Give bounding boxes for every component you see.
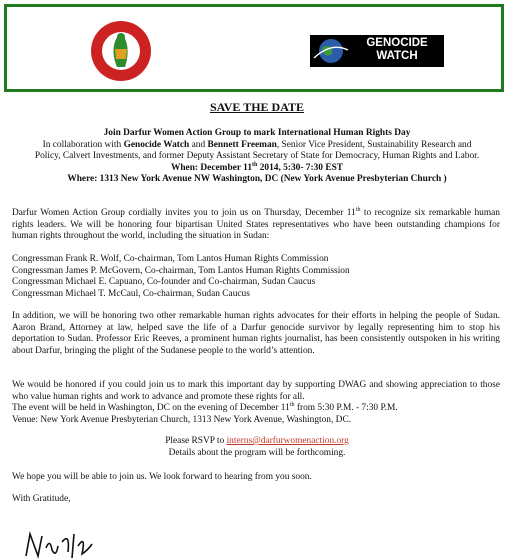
rsvp-prefix: Please RSVP to bbox=[165, 436, 227, 446]
list-item: Congressman James P. McGovern, Co-chairman, Tom Lantos Human Rights Commission bbox=[12, 265, 350, 276]
collab-rest: , Senior Vice President, Sustainability Research and bbox=[276, 139, 472, 150]
event-line bbox=[12, 403, 500, 415]
support-line: We would be honored if you could join us to mark this important day by supporting DWAG and showing appreciation to those who value human rights and work to advance and promote these rights for all. bbox=[12, 380, 500, 402]
rsvp-line bbox=[10, 436, 504, 448]
collab-prefix: In collaboration with bbox=[42, 139, 124, 150]
event-sup: th bbox=[289, 402, 295, 409]
invitation-paragraph bbox=[12, 208, 500, 243]
intro-heading: Join Darfur Women Action Group to mark International Human Rights Day bbox=[103, 128, 411, 138]
event-start: The event will be held in Washington, DC on the evening of December 11 bbox=[12, 403, 290, 414]
header-banner bbox=[4, 4, 504, 92]
intro-collaboration bbox=[10, 140, 504, 152]
para1-sup: th bbox=[355, 206, 361, 213]
when-line bbox=[10, 163, 504, 175]
list-item: Congressman Michael T. McCaul, Co-chairman, Sudan Caucus bbox=[12, 288, 250, 299]
where-prefix: Where: 1313 New York Avenue NW Washington, DC ( bbox=[67, 174, 284, 185]
para1-rest: to recognize six remarkable human rights leaders. We will be honoring four bipartisan United States representatives who have been outstanding champions for human rights throughout the world, including the situation in Sudan: bbox=[12, 208, 500, 242]
genocide-watch-line2: WATCH bbox=[376, 50, 418, 62]
intro-policy-line: Policy, Calvert Investments, and former Deputy Assistant Secretary of State for Democracy, Human Rights and Labor. bbox=[34, 151, 480, 162]
collab-and: and bbox=[189, 139, 208, 150]
rsvp-email-link[interactable]: interns@darfurwomenaction.org bbox=[226, 436, 349, 446]
support-paragraph bbox=[12, 380, 500, 426]
genocide-watch-name: Genocide Watch bbox=[123, 139, 190, 150]
list-item: Congressman Frank R. Wolf, Co-chairman, Tom Lantos Human Rights Commission bbox=[12, 254, 329, 264]
event-rest: from 5:30 P.M. - 7:30 P.M. bbox=[294, 403, 398, 414]
closing-line: We hope you will be able to join us. We look forward to hearing from you soon. bbox=[12, 472, 312, 482]
list-item: Congressman Michael E. Capuano, Co-founder and Co-chairman, Sudan Caucus bbox=[12, 277, 316, 288]
when-rest: 2014, 5:30- 7:30 EST bbox=[257, 162, 344, 173]
bennett-freeman-name: Bennett Freeman bbox=[207, 139, 277, 150]
venue-line: Venue: New York Avenue Presbyterian Church, 1313 New York Avenue, Washington, DC. bbox=[12, 414, 352, 425]
globe-icon bbox=[312, 36, 350, 66]
where-line bbox=[10, 174, 504, 186]
when-prefix: When: December 11 bbox=[170, 162, 253, 173]
para1-start: Darfur Women Action Group cordially invites you to join us on Thursday, December 11 bbox=[12, 208, 356, 218]
when-sup: th bbox=[252, 161, 258, 168]
congressmen-list bbox=[12, 254, 500, 300]
church-name: New York Avenue Presbyterian Church bbox=[283, 174, 442, 185]
page-title: SAVE THE DATE bbox=[209, 100, 305, 114]
signature-image bbox=[22, 528, 152, 560]
honorees-paragraph: In addition, we will be honoring two other remarkable human rights advocates for their efforts in helping the people of Sudan. Aaron Brand, Attorney at law, helped save the life of a Darfur genocide survivor by legally representing him to stop his deportation to Sudan. Professor Eric Reeves, a prominent human rights journalist, has been consistently outspoken in his writing about Darfur, bringing the plight of the Sudanese people to the world’s attention. bbox=[12, 311, 500, 356]
genocide-watch-logo bbox=[310, 35, 444, 67]
darfur-women-action-group-logo bbox=[89, 19, 153, 83]
genocide-watch-line1: GENOCIDE bbox=[366, 37, 428, 49]
rsvp-details: Details about the program will be forthcoming. bbox=[168, 447, 346, 458]
intro-block bbox=[10, 128, 504, 186]
rsvp-block bbox=[10, 436, 504, 459]
where-suffix: ) bbox=[441, 174, 447, 185]
gratitude-line: With Gratitude, bbox=[12, 494, 71, 504]
